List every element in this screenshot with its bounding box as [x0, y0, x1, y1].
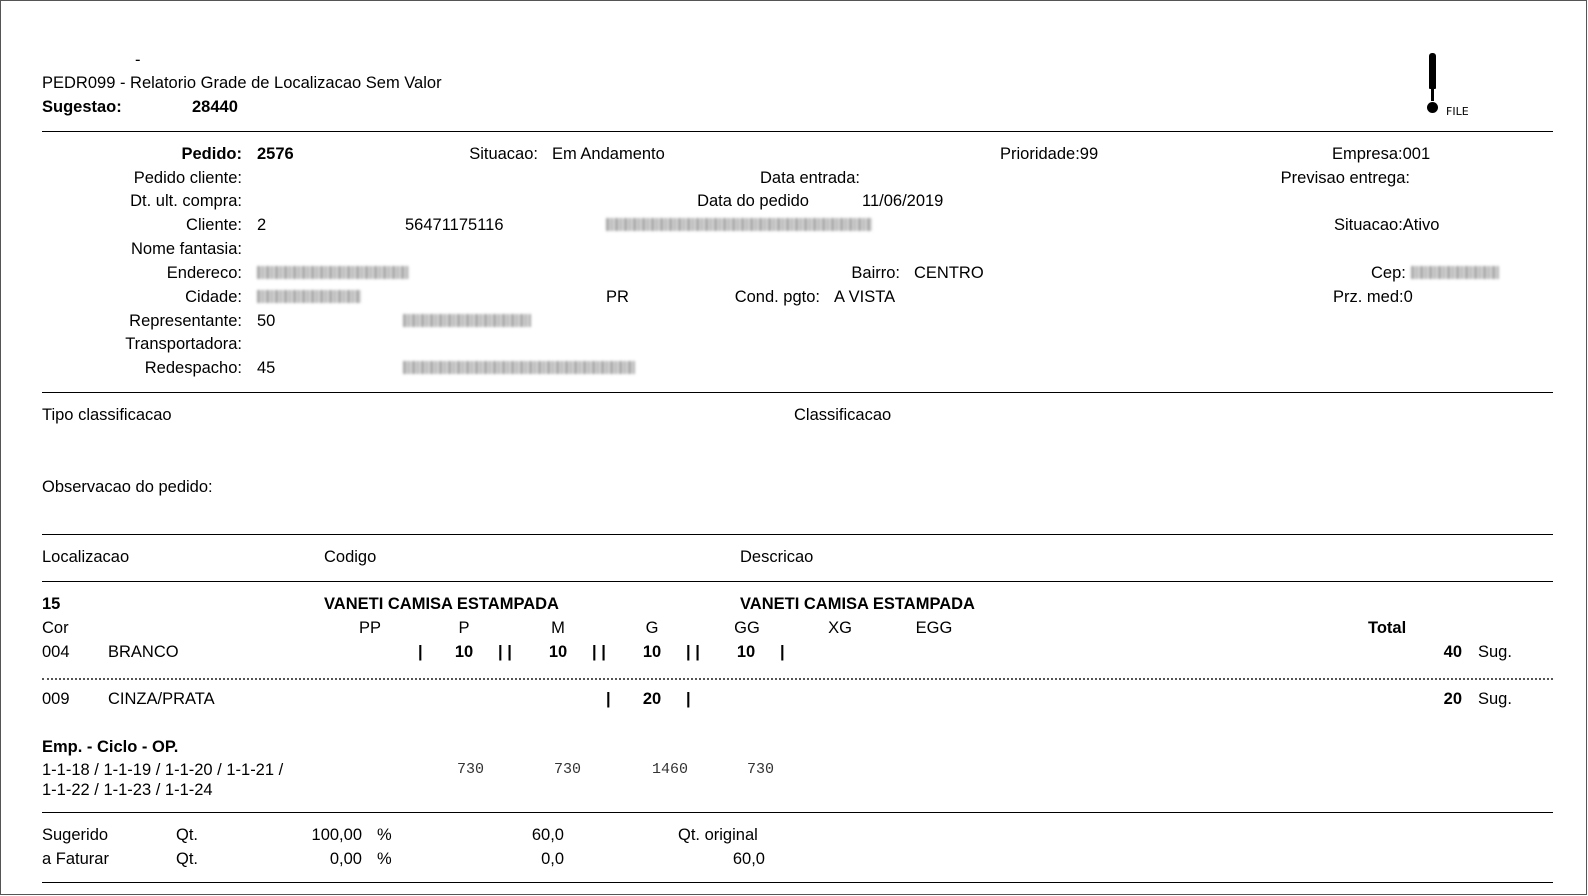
row-color-name: BRANCO — [108, 643, 179, 661]
ciclo-value: 730 — [746, 761, 774, 778]
total-label: Total — [1368, 619, 1407, 637]
cliente-name-redacted — [606, 218, 872, 231]
cep-redacted — [1411, 266, 1499, 279]
qty-m: 10 — [548, 643, 568, 661]
redespacho-label: Redespacho: — [144, 359, 242, 377]
sugestao-value: 28440 — [192, 98, 238, 116]
ciclo-value: 1460 — [651, 761, 688, 778]
divider — [42, 581, 1553, 582]
endereco-redacted — [257, 266, 409, 279]
sugerido-pct-sign: % — [377, 826, 392, 844]
sugerido-qt: 60,0 — [531, 826, 564, 844]
divider — [42, 812, 1553, 813]
redespacho-redacted — [403, 361, 635, 374]
qty-gg: 10 — [736, 643, 756, 661]
grid-separator: | — [606, 690, 611, 708]
tipo-classificacao-label: Tipo classificacao — [42, 406, 172, 424]
bairro-value: CENTRO — [914, 264, 984, 282]
pedido-label: Pedido: — [181, 145, 242, 163]
row-color-code: 004 — [42, 643, 70, 661]
endereco-label: Endereco: — [166, 264, 242, 282]
row-sug: Sug. — [1478, 643, 1512, 661]
exclamation-file-icon[interactable] — [1425, 50, 1469, 120]
data-pedido-label: Data do pedido — [697, 192, 809, 210]
observacao-label: Observacao do pedido: — [42, 478, 213, 496]
report-title: PEDR099 - Relatorio Grade de Localizacao Sem Valor — [42, 74, 442, 92]
size-gg: GG — [734, 619, 760, 637]
data-entrada-label: Data entrada: — [760, 169, 860, 187]
faturar-qt: 0,0 — [541, 850, 564, 868]
ciclo-label: Emp. - Ciclo - OP. — [42, 738, 179, 756]
cliente-label: Cliente: — [186, 216, 242, 234]
col-codigo: Codigo — [324, 548, 377, 566]
cliente-situacao: Situacao:Ativo — [1334, 216, 1440, 234]
prz-med: Prz. med:0 — [1333, 288, 1413, 306]
classificacao-label: Classificacao — [794, 406, 892, 424]
ciclo-value: 730 — [456, 761, 484, 778]
faturar-pct: 0,00 — [329, 850, 362, 868]
size-egg: EGG — [915, 619, 953, 637]
qt-original-label: Qt. original — [678, 826, 758, 844]
size-m: M — [551, 619, 565, 637]
row-total: 40 — [1443, 643, 1462, 661]
sugerido-label: Sugerido — [42, 826, 109, 844]
size-p: P — [458, 619, 470, 637]
bairro-label: Bairro: — [851, 264, 900, 282]
nome-fantasia-label: Nome fantasia: — [131, 240, 242, 258]
faturar-pct-sign: % — [377, 850, 392, 868]
dt-ult-compra-label: Dt. ult. compra: — [130, 192, 242, 210]
item-codigo: VANETI CAMISA ESTAMPADA — [324, 595, 559, 613]
pedido-value: 2576 — [257, 145, 294, 163]
pedido-cliente-label: Pedido cliente: — [133, 169, 242, 187]
item-descricao: VANETI CAMISA ESTAMPADA — [740, 595, 975, 613]
divider — [42, 534, 1553, 535]
grid-separator: | | — [686, 643, 700, 661]
divider — [42, 131, 1553, 132]
cliente-code: 2 — [257, 216, 267, 234]
redespacho-code: 45 — [257, 359, 276, 377]
ciclo-line-1: 1-1-18 / 1-1-19 / 1-1-20 / 1-1-21 / — [42, 761, 284, 779]
row-sug: Sug. — [1478, 690, 1512, 708]
row-color-code: 009 — [42, 690, 70, 708]
uf: PR — [606, 288, 629, 306]
row-total: 20 — [1443, 690, 1462, 708]
cidade-redacted — [257, 290, 361, 303]
previsao-entrega-label: Previsao entrega: — [1280, 169, 1410, 187]
situacao-value: Em Andamento — [552, 145, 665, 163]
qty-p: 10 — [454, 643, 474, 661]
ciclo-line-2: 1-1-22 / 1-1-23 / 1-1-24 — [42, 781, 213, 799]
ciclo-value: 730 — [553, 761, 581, 778]
cep-label: Cep: — [1371, 264, 1406, 282]
divider — [42, 392, 1553, 393]
faturar-label: a Faturar — [42, 850, 109, 868]
cliente-doc: 56471175116 — [405, 216, 504, 234]
item-localizacao: 15 — [42, 595, 61, 613]
qty-g: 10 — [642, 643, 662, 661]
cidade-label: Cidade: — [185, 288, 242, 306]
qty-g: 20 — [642, 690, 662, 708]
data-pedido-value: 11/06/2019 — [862, 192, 944, 210]
size-xg: XG — [828, 619, 852, 637]
report-dash: - — [135, 51, 141, 69]
grid-separator: | — [686, 690, 691, 708]
transportadora-label: Transportadora: — [125, 335, 242, 353]
grid-separator: | | — [592, 643, 606, 661]
sugerido-qt-label: Qt. — [176, 826, 199, 844]
sugestao-label: Sugestao: — [42, 98, 122, 116]
cor-label: Cor — [42, 619, 69, 637]
col-localizacao: Localizacao — [42, 548, 130, 566]
grid-separator: | — [780, 643, 785, 661]
situacao-label: Situacao: — [469, 145, 538, 163]
grid-separator: | | — [498, 643, 512, 661]
representante-redacted — [403, 314, 531, 327]
sugerido-pct: 100,00 — [311, 826, 362, 844]
row-divider — [42, 678, 1553, 680]
file-label: FILE — [1446, 105, 1469, 118]
empresa: Empresa:001 — [1332, 145, 1431, 163]
representante-label: Representante: — [129, 312, 242, 330]
cond-pgto-value: A VISTA — [834, 288, 896, 306]
cond-pgto-label: Cond. pgto: — [734, 288, 820, 306]
divider — [42, 882, 1553, 883]
row-color-name: CINZA/PRATA — [108, 690, 215, 708]
qt-original-value: 60,0 — [732, 850, 765, 868]
representante-code: 50 — [257, 312, 276, 330]
prioridade: Prioridade:99 — [1000, 145, 1099, 163]
grid-separator: | — [418, 643, 423, 661]
col-descricao: Descricao — [740, 548, 814, 566]
size-g: G — [645, 619, 659, 637]
size-pp: PP — [358, 619, 381, 637]
faturar-qt-label: Qt. — [176, 850, 199, 868]
